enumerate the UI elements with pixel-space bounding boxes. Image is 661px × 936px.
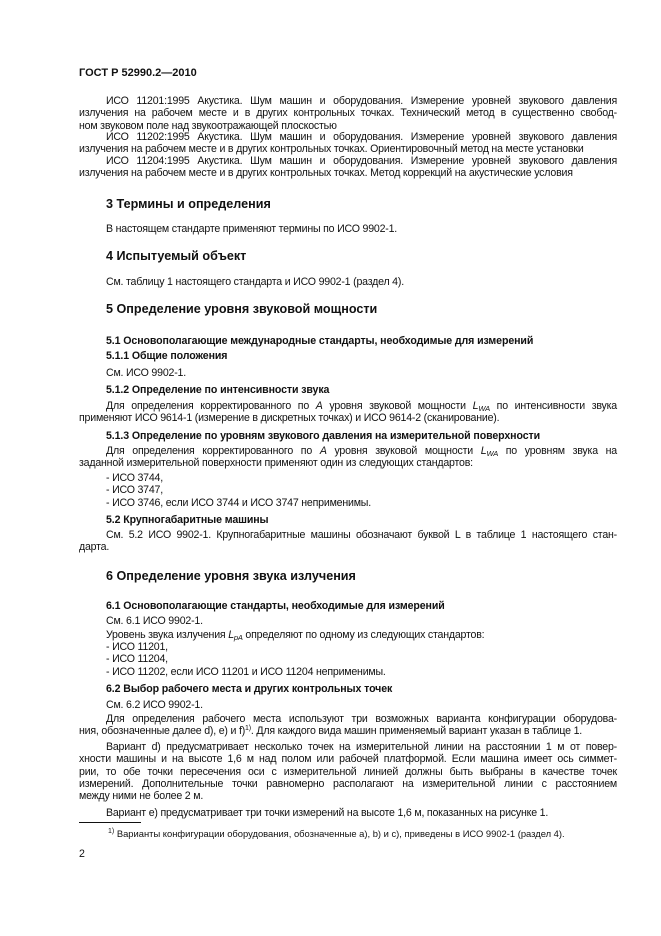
text: L [472, 400, 479, 412]
section-heading-line: 6 Определение уровня звука излучения [106, 569, 356, 583]
text: A [319, 445, 327, 457]
footnote-marker[interactable]: 1) [245, 725, 251, 733]
subsection-heading-line: 5.2 Крупногабаритные машины [106, 514, 269, 526]
text: уровня звуковой мощности [326, 445, 481, 457]
text: Уровень звука излучения [106, 629, 229, 641]
paragraph-line: Вариант d) предусматривает несколько точек на измерительной линии на расстоянии 1 м от повер- [106, 741, 617, 753]
list-line: - ИСО 11204, [106, 653, 168, 666]
paragraph-line: излучения на рабочем месте и в других контрольных точках. Технический метод в существенно свобод- [79, 107, 617, 120]
paragraph-line: ИСО 11202:1995 Акустика. Шум машин и оборудования. Измерение уровней звукового давления [106, 131, 617, 143]
text-run [251, 725, 582, 737]
list-line: - ИСО 3744, [106, 472, 163, 484]
subsection-heading-line: 5.1.2 Определение по интенсивности звука [106, 384, 330, 396]
list-line: - ИСО 11201, [106, 641, 168, 653]
subsection-heading-line: 5.1 Основополагающие международные стандарты, необходимые для измерений [106, 335, 534, 347]
list-line: - ИСО 3747, [106, 484, 163, 497]
subsection-heading-line: 5.1.3 Определение по уровням звукового давления на измерительной поверхности [106, 430, 540, 442]
paragraph-line: См. 5.2 ИСО 9902-1. Крупногабаритные машины обозначают буквой L в таблице 1 настоящего стан- [106, 529, 617, 541]
list-line: - ИСО 11202, если ИСО 11201 и ИСО 11204 неприменимы. [106, 665, 386, 678]
footnote-line [108, 827, 617, 840]
text: ния, обозначенные далее d), e) и f) [79, 725, 246, 738]
paragraph-line: излучения на рабочем месте и в других контрольных точках. Ориентировочный метод на месте установки [79, 143, 584, 156]
paragraph-line: ИСО 11204:1995 Акустика. Шум машин и оборудования. Измерение уровней звукового давления [106, 155, 617, 167]
paragraph-line: Для определения рабочего места используют три возможных варианта конфигурации оборудова- [106, 713, 617, 725]
text-run [243, 629, 485, 641]
footnote-separator [79, 822, 141, 823]
subsection-heading-line: 5.1.1 Общие положения [106, 350, 228, 362]
list-line: - ИСО 3746, если ИСО 3744 и ИСО 3747 неприменимы. [106, 496, 371, 509]
text: по интенсивности звука [489, 400, 618, 412]
text-run [106, 445, 320, 457]
subsection-heading-line: 6.2 Выбор рабочего места и других контрольных точек [106, 683, 393, 695]
paragraph-line: между ними не более 2 м. [79, 790, 204, 803]
text: Варианты конфигурации оборудования, обозначенные a), b) и c), приведены в ИСО 9902-1 (раздел 4). [114, 828, 565, 839]
math-symbol [473, 400, 490, 412]
text-run [106, 629, 228, 641]
math-symbol [316, 400, 323, 412]
paragraph-line: излучения на рабочем месте и в других контрольных точках. Метод коррекций на акустические условия [79, 167, 573, 180]
paragraph-line: рии, то обе точки пересечения оси с измерительной линией должны быть выбраны в качестве точек [79, 765, 617, 778]
text: L [228, 629, 234, 641]
paragraph-line: См. ИСО 9902-1. [106, 367, 186, 379]
text: Для определения корректированного по [106, 445, 320, 457]
subscript: WA [486, 449, 498, 458]
paragraph-line [106, 445, 617, 458]
paragraph-line: ИСО 11201:1995 Акустика. Шум машин и оборудования. Измерение уровней звукового давления [106, 95, 617, 107]
paragraph-line: применяют ИСО 9614-1 (измерение в дискретных точках) и ИСО 9614-2 (сканирование). [79, 412, 500, 425]
paragraph-line: хности машины и на высоте 1,6 м над полом или рабочей платформой. Если машина имеет ось симмет- [79, 753, 617, 766]
section-heading-line: 3 Термины и определения [106, 197, 271, 211]
text: L [480, 445, 487, 457]
page-number-line: 2 [79, 848, 85, 860]
text: определяют по одному из следующих стандартов: [242, 629, 485, 641]
text-run [323, 400, 473, 412]
paragraph-line [79, 725, 617, 738]
paragraph-line: заданной измерительной поверхности применяют один из следующих стандартов: [79, 457, 473, 470]
paragraph-line: См. таблицу 1 настоящего стандарта и ИСО 9902-1 (раздел 4). [106, 276, 404, 288]
paragraph-line: измерений. Дополнительные точки равномерно располагают на измерительной линии с расстоянием [79, 777, 617, 790]
subscript: WA [478, 404, 490, 413]
text-run [106, 400, 316, 412]
paragraph-line: Вариант e) предусматривает три точки измерений на высоте 1,6 м, показанных на рисунке 1. [106, 807, 549, 819]
text: Для определения корректированного по [106, 400, 316, 412]
paragraph-line: См. 6.1 ИСО 9902-1. [106, 615, 203, 627]
text: A [315, 400, 323, 412]
footnote-marker[interactable]: 1) [108, 828, 115, 835]
text: по уровням звука на [498, 445, 618, 457]
section-heading-line: 5 Определение уровня звуковой мощности [106, 302, 378, 316]
paragraph-line: В настоящем стандарте применяют термины по ИСО 9902-1. [106, 223, 398, 235]
subsection-heading-line: 6.1 Основополагающие стандарты, необходимые для измерений [106, 600, 445, 612]
paragraph-line: ном звуковом поле над звукоотражающей плоскостью [79, 119, 337, 132]
paragraph-line [106, 400, 617, 413]
subscript: pA [233, 633, 243, 642]
math-symbol [320, 445, 327, 457]
document-header-line: ГОСТ Р 52990.2—2010 [79, 67, 197, 79]
text-run [490, 400, 617, 412]
text: . Для каждого вида машин применяемый вариант указан в таблице 1. [250, 725, 583, 738]
paragraph-line: См. 6.2 ИСО 9902-1. [106, 699, 203, 711]
paragraph-line: дарта. [79, 541, 110, 554]
section-heading-line: 4 Испытуемый объект [106, 249, 247, 263]
text-run [114, 828, 564, 839]
text-run [327, 445, 481, 457]
text-run [79, 725, 245, 737]
text-run [498, 445, 617, 457]
math-symbol [481, 445, 498, 457]
text: уровня звуковой мощности [322, 400, 473, 412]
math-symbol [228, 629, 242, 641]
